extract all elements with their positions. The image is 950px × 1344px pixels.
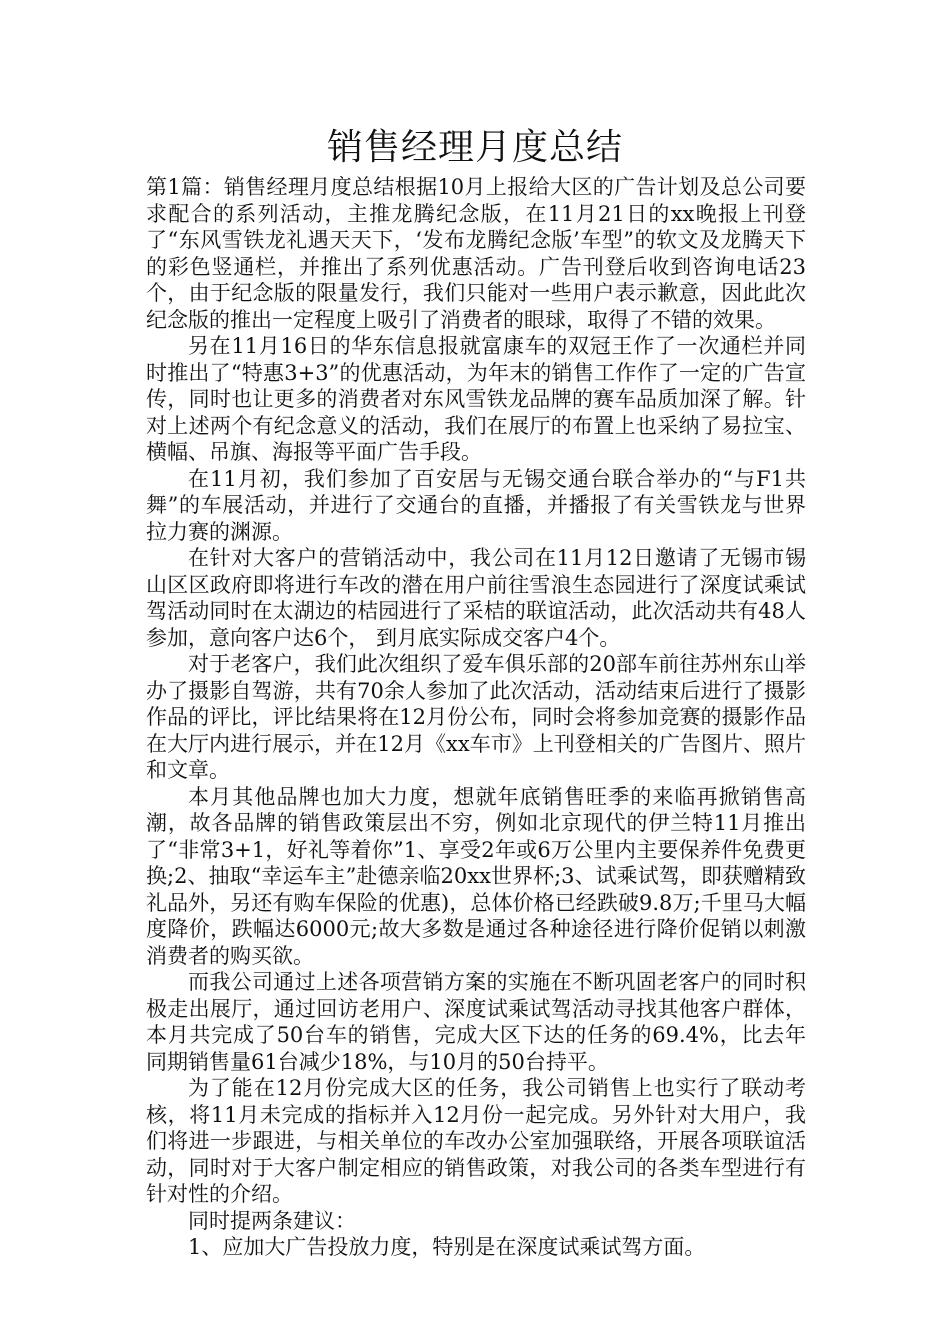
paragraph-6: 本月其他品牌也加大力度，想就年底销售旺季的来临再掀销售高潮，故各品牌的销售政策层出不穷，例如北京现代的伊兰特11月推出了“非常3+1，好礼等着你”1、享受2年或6万公里内主要保养件免费更换;2、抽取“幸运车主”赴德亲临20xx世界杯;3、试乘试驾，即获赠精致礼品外，另还有购车保险的优惠)，总体价格已经跌破9.8万;千里马大幅度降价，跌幅达6000元;故大多数是通过各种途径进行降价促销以刺激消费者的购买欲。: [146, 784, 806, 968]
paragraph-5: 对于老客户，我们此次组织了爱车俱乐部的20部车前往苏州东山举办了摄影自驾游，共有70余人参加了此次活动，活动结束后进行了摄影作品的评比，评比结果将在12月份公布，同时会将参加竞赛的摄影作品在大厅内进行展示，并在12月《xx车市》上刊登相关的广告图片、照片和文章。: [146, 652, 806, 782]
paragraph-7: 而我公司通过上述各项营销方案的实施在不断巩固老客户的同时积极走出展厅，通过回访老用户、深度试乘试驾活动寻找其他客户群体，本月共完成了50台车的销售，完成大区下达的任务的69.4%，比去年同期销售量61台减少18%，与10月的50台持平。: [146, 970, 806, 1074]
paragraph-4: 在针对大客户的营销活动中，我公司在11月12日邀请了无锡市锡山区区政府即将进行车改的潜在用户前往雪浪生态园进行了深度试乘试驾活动同时在太湖边的桔园进行了采桔的联谊活动，此次活动共有48人参加，意向客户达6个， 到月底实际成交客户4个。: [146, 546, 806, 650]
paragraph-1: 第1篇：销售经理月度总结根据10月上报给大区的广告计划及总公司要求配合的系列活动，主推龙腾纪念版，在11月21日的xx晚报上刊登了“东风雪铁龙礼遇天天下，‘发布龙腾纪念版’车型”的软文及龙腾天下的彩色竖通栏，并推出了系列优惠活动。广告刊登后收到咨询电话23个，由于纪念版的限量发行，我们只能对一些用户表示歉意，因此此次纪念版的推出一定程度上吸引了消费者的眼球，取得了不错的效果。: [146, 175, 806, 332]
paragraph-2: 另在11月16日的华东信息报就富康车的双冠王作了一次通栏并同时推出了“特惠3+3”的优惠活动，为年末的销售工作作了一定的广告宣传，同时也让更多的消费者对东风雪铁龙品牌的赛车品质加深了解。针对上述两个有纪念意义的活动，我们在展厅的布置上也采纳了易拉宝、横幅、吊旗、海报等平面广告手段。: [146, 334, 806, 464]
paragraph-9: 同时提两条建议：: [188, 1208, 356, 1233]
document-body: [146, 174, 806, 1261]
document-title: 销售经理月度总结: [326, 127, 623, 168]
paragraph-8: 为了能在12月份完成大区的任务，我公司销售上也实行了联动考核，将11月未完成的指标并入12月份一起完成。另外针对大用户，我们将进一步跟进，与相关单位的车改办公室加强联络，开展各项联谊活动，同时对于大客户制定相应的销售政策，对我公司的各类车型进行有针对性的介绍。: [146, 1076, 806, 1206]
paragraph-10: 1、应加大广告投放力度，特别是在深度试乘试驾方面。: [188, 1235, 706, 1259]
paragraph-3: 在11月初，我们参加了百安居与无锡交通台联合举办的“与F1共舞”的车展活动，并进行了交通台的直播，并播报了有关雪铁龙与世界拉力赛的渊源。: [146, 466, 806, 544]
